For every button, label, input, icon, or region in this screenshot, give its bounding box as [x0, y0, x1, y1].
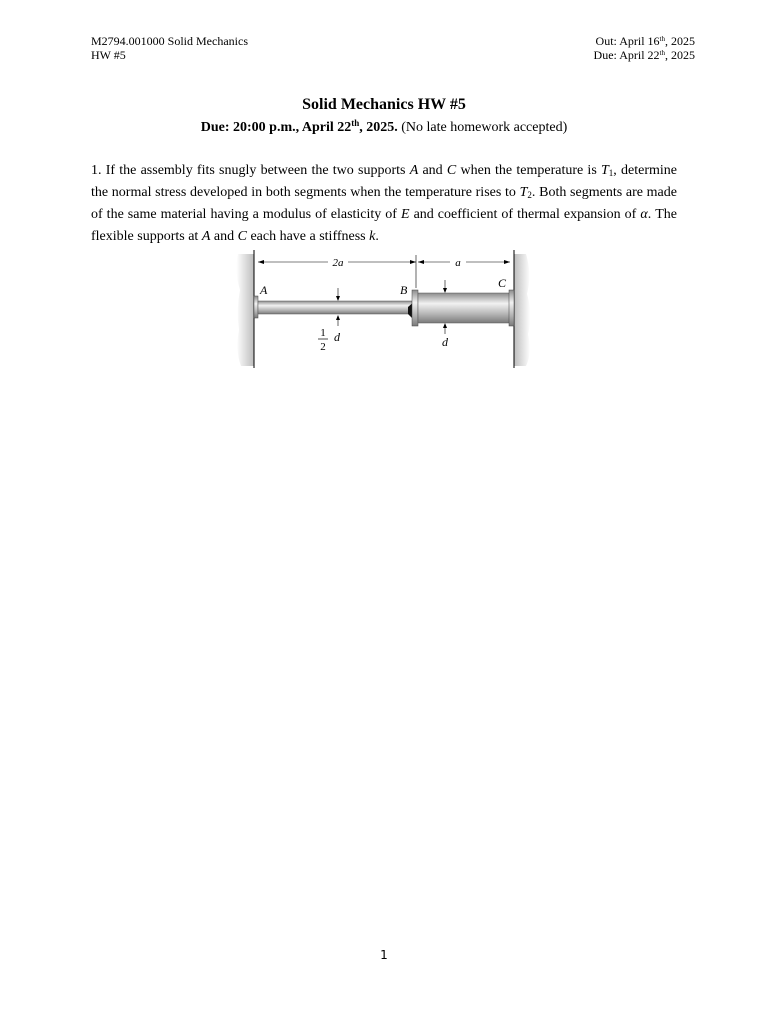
left-support-wall: [236, 254, 254, 366]
hw-label: HW #5: [91, 48, 126, 62]
label-c: C: [498, 276, 507, 290]
label-a: A: [260, 283, 268, 297]
due-line: [0, 120, 768, 136]
plate-a: [254, 296, 258, 318]
large-diameter-label: d: [442, 335, 448, 349]
header-right: [594, 34, 695, 62]
due-deadline: Due: 20:00 p.m., April 22th, 2025.: [200, 118, 398, 135]
small-diameter-label: d: [334, 330, 340, 344]
late-note: (No late homework accepted): [397, 120, 568, 135]
right-support-wall: [514, 254, 530, 366]
plate-c: [509, 290, 514, 326]
large-rod: [418, 293, 510, 323]
due-date: Due: April 22th, 2025: [593, 48, 695, 62]
frac-numerator: 1: [320, 327, 326, 339]
small-rod: [258, 301, 412, 314]
assembly-figure: [234, 250, 534, 370]
course-name: M2794.001000 Solid Mechanics: [91, 34, 248, 48]
dim-2a-label: 2a: [332, 257, 344, 269]
problem-1: 1. If the assembly fits snugly between the two supports A and C when the temperature is $T_1$, determine the normal stress developed in both segments when the temperature rises to $T_2$. Both segments are made of the same material having a modulus of elasticity of E and coefficient of thermal expansion of α. The flexible supports at A and C each have a stiffness k.: [91, 163, 677, 244]
header-left: [91, 34, 248, 62]
frac-denominator: 2: [320, 341, 326, 353]
out-date: Out: April 16th, 2025: [595, 34, 695, 48]
page-number: 1: [380, 948, 388, 962]
label-b: B: [400, 283, 408, 297]
page-title: Solid Mechanics HW #5: [302, 96, 466, 113]
dim-a-label: a: [455, 257, 461, 269]
